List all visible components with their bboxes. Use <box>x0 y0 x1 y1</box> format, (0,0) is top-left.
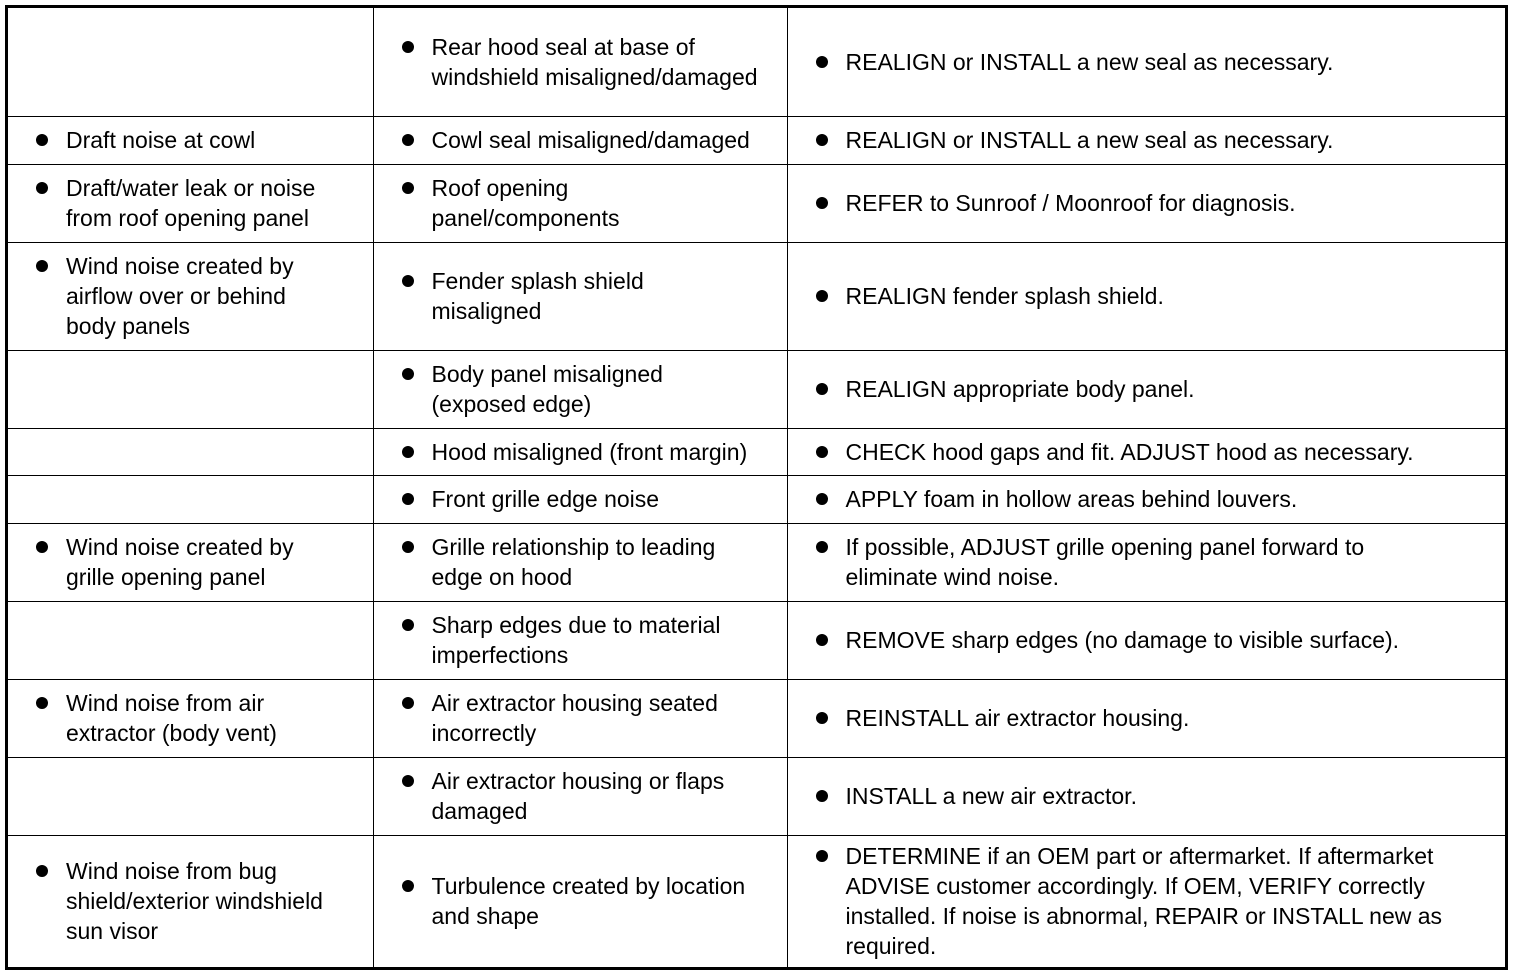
action-item <box>788 281 1506 311</box>
bullet-icon <box>32 173 66 203</box>
source-cell <box>373 428 787 475</box>
action-text: DETERMINE if an OEM part or aftermarket. If aftermarket ADVISE customer accordingly. If OEM, VERIFY correctly installed. If noise is abnormal, REPAIR or INSTALL new as required. <box>845 843 1443 960</box>
condition-cell <box>8 428 373 475</box>
action-cell <box>787 601 1505 679</box>
table-row <box>8 8 1505 116</box>
action-text: CHECK hood gaps and fit. ADJUST hood as necessary. <box>845 438 1414 465</box>
table-row <box>8 242 1505 350</box>
table-row <box>8 116 1505 164</box>
action-cell <box>787 475 1505 523</box>
source-cell <box>373 601 787 679</box>
condition-cell <box>8 116 373 164</box>
bullet-icon <box>812 841 846 871</box>
source-text: Front grille edge noise <box>431 486 660 512</box>
source-text: Body panel misaligned (exposed edge) <box>431 361 663 417</box>
action-text: REFER to Sunroof / Moonroof for diagnosis. <box>845 190 1296 216</box>
bullet-icon <box>32 856 66 886</box>
action-cell <box>787 164 1505 242</box>
action-cell <box>787 523 1505 601</box>
source-item <box>374 125 787 155</box>
bullet-icon <box>32 688 66 718</box>
source-cell <box>373 679 787 757</box>
action-item <box>788 125 1506 155</box>
bullet-icon <box>812 188 846 218</box>
source-text: Roof opening panel/components <box>431 175 620 231</box>
action-cell <box>787 679 1505 757</box>
condition-item <box>8 125 373 155</box>
source-cell <box>373 116 787 164</box>
action-cell <box>787 757 1505 835</box>
table-row <box>8 679 1505 757</box>
action-cell <box>787 428 1505 475</box>
table-row <box>8 428 1505 475</box>
bullet-icon <box>812 125 846 155</box>
action-item <box>788 188 1506 218</box>
bullet-icon <box>812 47 846 77</box>
action-text: REALIGN fender splash shield. <box>845 283 1164 309</box>
bullet-icon <box>398 688 432 718</box>
table-row <box>8 350 1505 428</box>
condition-cell <box>8 350 373 428</box>
source-text: Rear hood seal at base of windshield misaligned/damaged <box>431 33 758 90</box>
source-text: Fender splash shield misaligned <box>431 268 644 324</box>
diagnosis-table <box>8 8 1505 967</box>
action-item <box>788 841 1506 961</box>
action-text: REALIGN or INSTALL a new seal as necessary. <box>845 48 1334 75</box>
condition-item <box>8 856 373 946</box>
source-text: Sharp edges due to material imperfections <box>431 612 721 668</box>
action-text: REALIGN or INSTALL a new seal as necessary. <box>845 127 1334 153</box>
bullet-icon <box>398 532 432 562</box>
source-cell <box>373 475 787 523</box>
table-row <box>8 523 1505 601</box>
bullet-icon <box>398 125 432 155</box>
source-item <box>374 484 787 514</box>
condition-text: Wind noise created by grille opening panel <box>66 534 294 590</box>
table-row <box>8 601 1505 679</box>
condition-cell <box>8 8 373 116</box>
source-cell <box>373 8 787 116</box>
source-text: Turbulence created by location and shape <box>431 873 746 930</box>
action-cell <box>787 8 1505 116</box>
source-cell <box>373 242 787 350</box>
condition-text: Wind noise from air extractor (body vent) <box>66 690 277 746</box>
action-text: INSTALL a new air extractor. <box>845 783 1137 809</box>
condition-cell <box>8 475 373 523</box>
source-cell <box>373 757 787 835</box>
diagnosis-table-body <box>8 8 1505 967</box>
table-row <box>8 164 1505 242</box>
bullet-icon <box>812 532 846 562</box>
condition-text: Draft/water leak or noise from roof opening panel <box>66 175 316 231</box>
action-item <box>788 532 1506 592</box>
bullet-icon <box>398 766 432 796</box>
bullet-icon <box>398 32 432 62</box>
bullet-icon <box>812 703 846 733</box>
source-text: Air extractor housing seated incorrectly <box>431 690 718 746</box>
condition-item <box>8 251 373 341</box>
condition-cell <box>8 523 373 601</box>
action-cell <box>787 835 1505 967</box>
condition-cell <box>8 242 373 350</box>
action-text: REINSTALL air extractor housing. <box>845 705 1190 731</box>
bullet-icon <box>398 173 432 203</box>
source-item <box>374 871 787 931</box>
condition-text: Wind noise created by airflow over or behind body panels <box>66 253 294 339</box>
source-cell <box>373 164 787 242</box>
bullet-icon <box>32 125 66 155</box>
action-item <box>788 781 1506 811</box>
bullet-icon <box>32 532 66 562</box>
bullet-icon <box>812 374 846 404</box>
action-item <box>788 703 1506 733</box>
source-item <box>374 610 787 670</box>
table-row <box>8 475 1505 523</box>
condition-cell <box>8 679 373 757</box>
source-item <box>374 532 787 592</box>
action-text: If possible, ADJUST grille opening panel forward to eliminate wind noise. <box>845 534 1365 590</box>
bullet-icon <box>398 484 432 514</box>
source-cell <box>373 350 787 428</box>
source-item <box>374 173 787 233</box>
bullet-icon <box>812 484 846 514</box>
condition-cell <box>8 835 373 967</box>
source-item <box>374 266 787 326</box>
condition-cell <box>8 601 373 679</box>
bullet-icon <box>812 781 846 811</box>
source-item <box>374 32 787 92</box>
bullet-icon <box>812 437 846 467</box>
bullet-icon <box>32 251 66 281</box>
bullet-icon <box>398 610 432 640</box>
action-item <box>788 437 1506 467</box>
source-item <box>374 688 787 748</box>
source-text: Grille relationship to leading edge on hood <box>431 534 716 590</box>
action-cell <box>787 350 1505 428</box>
source-item <box>374 359 787 419</box>
action-item <box>788 374 1506 404</box>
condition-cell <box>8 164 373 242</box>
bullet-icon <box>398 359 432 389</box>
condition-item <box>8 532 373 592</box>
bullet-icon <box>812 281 846 311</box>
source-text: Cowl seal misaligned/damaged <box>431 127 750 153</box>
bullet-icon <box>812 625 846 655</box>
source-text: Air extractor housing or flaps damaged <box>431 768 725 824</box>
table-row <box>8 757 1505 835</box>
source-item <box>374 437 787 467</box>
condition-text: Draft noise at cowl <box>66 127 256 153</box>
action-item <box>788 625 1506 655</box>
bullet-icon <box>398 437 432 467</box>
action-item <box>788 484 1506 514</box>
action-text: REALIGN appropriate body panel. <box>845 376 1195 402</box>
condition-item <box>8 688 373 748</box>
action-text: REMOVE sharp edges (no damage to visible surface). <box>845 627 1400 653</box>
action-cell <box>787 242 1505 350</box>
source-item <box>374 766 787 826</box>
source-text: Hood misaligned (front margin) <box>431 438 748 465</box>
action-cell <box>787 116 1505 164</box>
source-cell <box>373 835 787 967</box>
condition-item <box>8 173 373 233</box>
condition-cell <box>8 757 373 835</box>
condition-text: Wind noise from bug shield/exterior windshield sun visor <box>66 858 323 945</box>
diagnosis-table-frame <box>5 5 1508 970</box>
bullet-icon <box>398 266 432 296</box>
bullet-icon <box>398 871 432 901</box>
action-text: APPLY foam in hollow areas behind louvers. <box>845 486 1298 512</box>
table-row <box>8 835 1505 967</box>
action-item <box>788 47 1506 77</box>
source-cell <box>373 523 787 601</box>
